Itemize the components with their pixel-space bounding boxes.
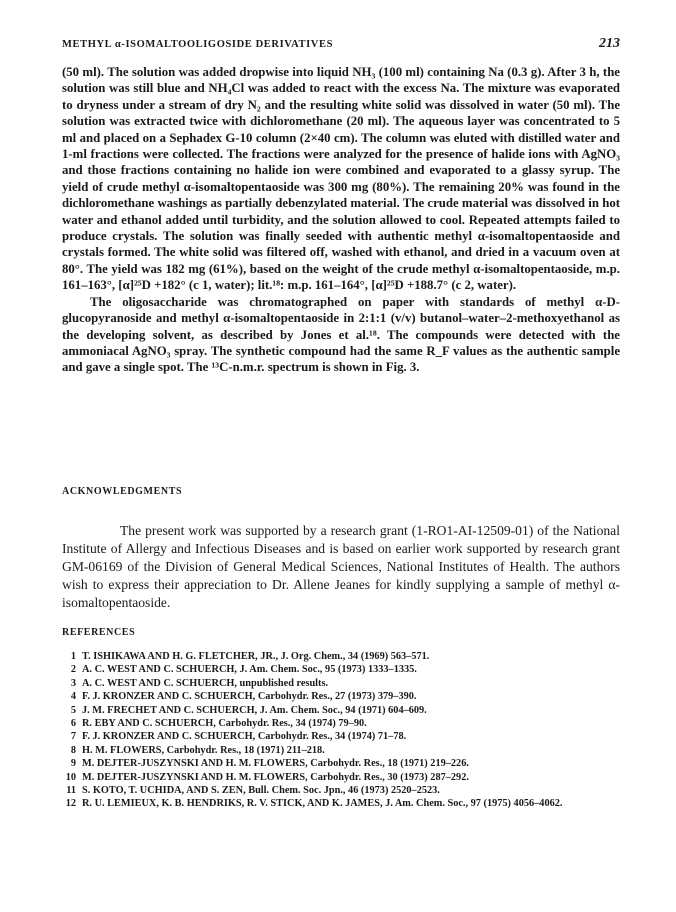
reference-item <box>62 663 628 676</box>
reference-text: S. KOTO, T. UCHIDA, AND S. ZEN, Bull. Chem. Soc. Jpn., 46 (1973) 2520–2523. <box>82 785 440 797</box>
body-text <box>62 64 620 376</box>
reference-number: 1 <box>70 651 76 662</box>
reference-item <box>62 784 628 797</box>
reference-text: R. EBY AND C. SCHUERCH, Carbohydr. Res., 34 (1974) 79–90. <box>82 718 367 730</box>
reference-text: A. C. WEST AND C. SCHUERCH, J. Am. Chem. Soc., 95 (1973) 1333–1335. <box>82 664 417 676</box>
reference-text: H. M. FLOWERS, Carbohydr. Res., 18 (1971) 211–218. <box>82 744 325 756</box>
reference-list <box>62 650 628 811</box>
reference-number: 4 <box>70 691 76 703</box>
reference-item <box>62 704 628 717</box>
reference-number: 6 <box>70 718 76 730</box>
reference-item <box>62 771 628 784</box>
acknowledgments-text <box>62 522 620 612</box>
reference-text: F. J. KRONZER AND C. SCHUERCH, Carbohydr. Res., 34 (1974) 71–78. <box>82 731 407 743</box>
reference-text: M. DEJTER-JUSZYNSKI AND H. M. FLOWERS, Carbohydr. Res., 30 (1973) 287–292. <box>82 771 469 783</box>
reference-item <box>62 677 628 690</box>
reference-number: 3 <box>70 677 76 689</box>
reference-item <box>62 650 628 663</box>
reference-number: 11 <box>66 785 76 797</box>
reference-item <box>62 757 628 770</box>
reference-number: 9 <box>70 758 76 770</box>
reference-number: 2 <box>70 664 76 676</box>
reference-number: 7 <box>70 731 76 743</box>
running-title: METHYL α-ISOMALTOOLIGOSIDE DERIVATIVES <box>62 39 334 50</box>
body-paragraph: (50 ml). The solution was added dropwise into liquid NH₃ (100 ml) containing Na (0.3 g). After 3 h, the solution was still blue and NH₄Cl was added to react with the excess Na. The mixture was evaporated to dryness under a stream of dry N₂ and the resulting white solid was dissolved in water (50 ml). The solution was extracted twice with dichloromethane (20 ml). The aqueous layer was concentrated to 5 ml and placed on a Sephadex G-10 column (2×40 cm). The column was eluted with distilled water and 1-ml fractions were collected. The fractions were analyzed for the presence of halide ions with AgNO₃ and those fractions containing no halide ion were combined and evaporated to a glassy syrup. The yield of crude methyl α-isomaltopentaoside was 300 mg (80%). The remaining 20% was found in the dichloromethane washings as partially debenzylated material. The crude material was dissolved in hot water and ethanol added until turbidity, and the solution allowed to cool. Repeated attempts failed to produce crystals. The solution was finally seeded with authentic methyl α-isomaltopentaoside and crystals formed. The white solid was filtered off, washed with ethanol, and dried in a vacuum oven at 80°. The yield was 182 mg (61%), based on the weight of the crude methyl α-isomaltopentaoside, m.p. 161–163°, [α]²⁵D +182° (c 1, water); lit.¹⁸: m.p. 161–164°, [α]²⁵D +188.7° (c 2, water). <box>62 65 620 293</box>
page-number: 213 <box>599 36 620 51</box>
references-heading: REFERENCES <box>62 627 136 638</box>
acknowledgments-heading: ACKNOWLEDGMENTS <box>62 486 183 497</box>
reference-item <box>62 797 628 810</box>
reference-text: A. C. WEST AND C. SCHUERCH, unpublished results. <box>82 677 329 689</box>
reference-text: M. DEJTER-JUSZYNSKI AND H. M. FLOWERS, Carbohydr. Res., 18 (1971) 219–226. <box>82 758 469 770</box>
body-paragraph: The oligosaccharide was chromatographed on paper with standards of methyl α-D-glucopyranoside and methyl α-isomaltopentaoside in 2:1:1 (v/v) butanol–water–2-methoxyethanol as the developing solvent, as described by Jones et al.¹⁸. The compounds were detected with the ammoniacal AgNO₃ spray. The synthetic compound had the same R_F values as the authentic sample and gave a single spot. The ¹³C-n.m.r. spectrum is shown in Fig. 3. <box>62 294 620 375</box>
reference-item <box>62 730 628 743</box>
reference-item <box>62 690 628 703</box>
reference-item <box>62 744 628 757</box>
running-head <box>62 36 620 52</box>
reference-number: 10 <box>65 771 76 783</box>
acknowledgments-paragraph: The present work was supported by a research grant (1-RO1-AI-12509-01) of the National Institute of Allergy and Infectious Diseases and is based on earlier work supported by research grant GM-06169 of the Division of General Medical Sciences, National Institutes of Health. The authors wish to express their appreciation to Dr. Allene Jeanes for kindly supplying a sample of methyl α-isomaltopentaoside. <box>62 523 620 610</box>
reference-text: F. J. KRONZER AND C. SCHUERCH, Carbohydr. Res., 27 (1973) 379–390. <box>82 691 417 703</box>
reference-number: 8 <box>70 744 76 756</box>
reference-number: 5 <box>70 704 76 716</box>
reference-text: T. ISHIKAWA AND H. G. FLETCHER, JR., J. Org. Chem., 34 (1969) 563–571. <box>82 651 430 662</box>
reference-text: J. M. FRECHET AND C. SCHUERCH, J. Am. Chem. Soc., 94 (1971) 604–609. <box>82 704 427 716</box>
reference-number: 12 <box>65 798 76 810</box>
reference-item <box>62 717 628 730</box>
reference-text: R. U. LEMIEUX, K. B. HENDRIKS, R. V. STICK, AND K. JAMES, J. Am. Chem. Soc., 97 (1975) 4056–4062. <box>82 798 563 810</box>
